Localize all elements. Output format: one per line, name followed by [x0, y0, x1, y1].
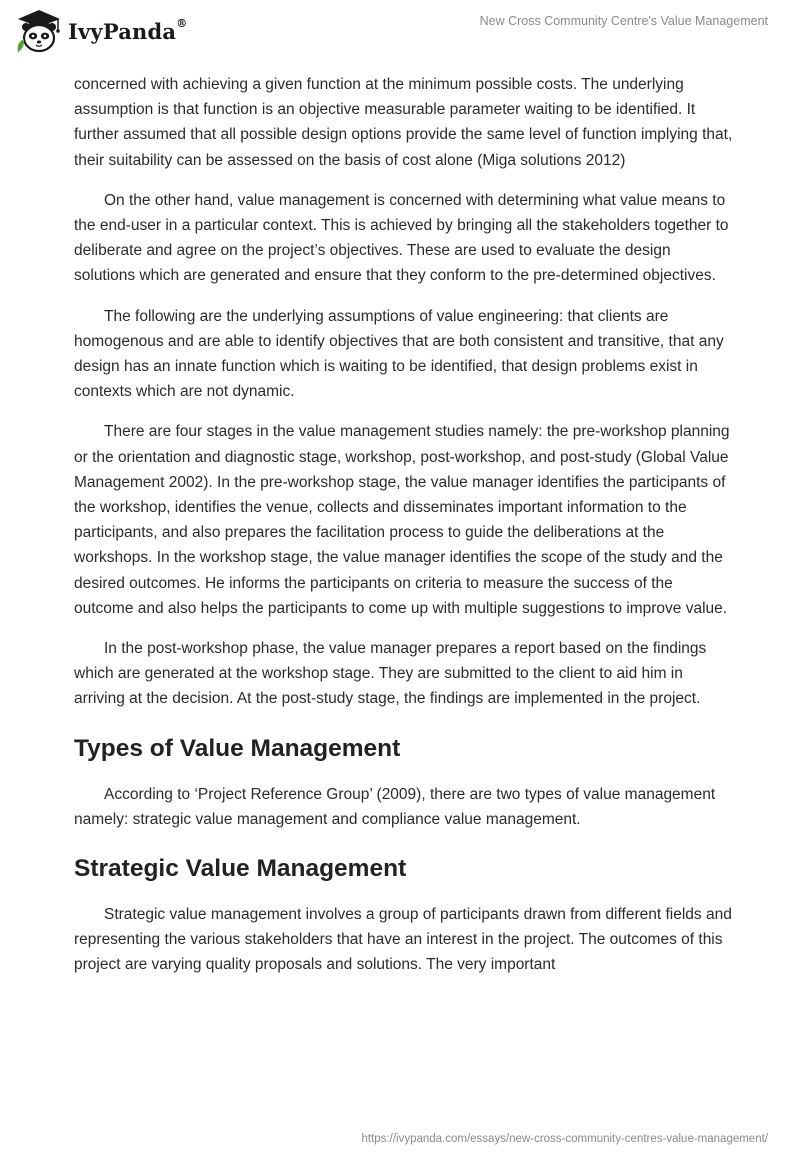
paragraph-7: Strategic value management involves a group of participants drawn from different fields and representing the various stakeholders that have an interest in the project. The outcomes of this project are varying quality proposals and solutions. The very important — [74, 906, 732, 974]
paragraph-2: On the other hand, value management is concerned with determining what value means to the end-user in a particular context. This is achieved by bringing all the stakeholders together to deliberate and agree on the project’s objectives. These are used to evaluate the design solutions which are generated and ensure that they conform to the pre-determined objectives. — [74, 191, 729, 285]
page-header — [0, 0, 800, 60]
heading-strategic-value-management: Strategic Value Management — [74, 855, 407, 883]
document-title: New Cross Community Centre's Value Management — [479, 14, 768, 28]
brand-name: IvyPanda® — [68, 16, 188, 44]
source-url[interactable]: https://ivypanda.com/essays/new-cross-community-centres-value-management/ — [361, 1133, 768, 1145]
paragraph-3: The following are the underlying assumptions of value engineering: that clients are homogenous and are able to identify objectives that are both consistent and transitive, that any design has an innate function which is waiting to be identified, that design problems exist in contexts which are not dynamic. — [74, 307, 724, 401]
panda-graduate-logo-icon — [14, 8, 64, 54]
essay-content — [74, 72, 734, 993]
registered-mark: ® — [176, 16, 188, 30]
paragraph-4: There are four stages in the value management studies namely: the pre-workshop planning or the orientation and diagnostic stage, workshop, post-workshop, and post-study (Global Value Management 2002). In the pre-workshop stage, the value manager identifies the participants of the workshop, identifies the venue, collects and disseminates important information to the participants, and also prepares the facilitation process to guide the deliberations at the workshops. In the workshop stage, the value manager identifies the scope of the study and the desired outcomes. He informs the participants on criteria to measure the success of the outcome and also helps the participants to come up with multiple suggestions to improve value. — [74, 423, 730, 617]
paragraph-6: According to ‘Project Reference Group’ (2009), there are two types of value management namely: strategic value management and compliance value management. — [74, 785, 716, 828]
paragraph-5: In the post-workshop phase, the value manager prepares a report based on the findings which are generated at the workshop stage. They are submitted to the client to aid him in arriving at the decision. At the post-study stage, the findings are implemented in the project. — [74, 640, 707, 708]
heading-types-of-value-management: Types of Value Management — [74, 734, 401, 762]
paragraph-1: concerned with achieving a given function at the minimum possible costs. The underlying assumption is that function is an objective measurable parameter waiting to be identified. It further assumed that all possible design options provide the same level of function implying that, their suitability can be assessed on the basis of cost alone (Miga solutions 2012) — [74, 76, 733, 169]
ivypanda-logo[interactable] — [14, 8, 187, 54]
